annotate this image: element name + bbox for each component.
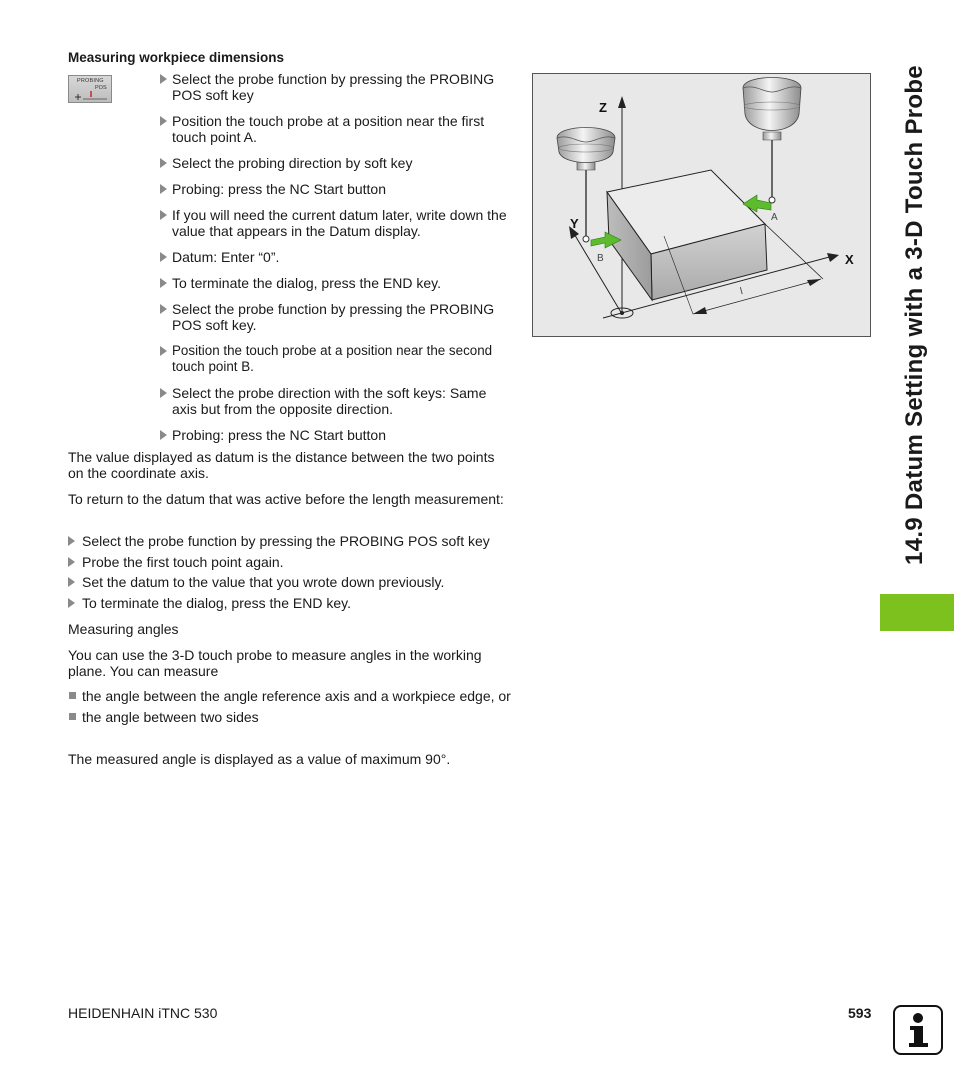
arrow-bullet-icon bbox=[160, 184, 167, 194]
softkey-label-line2: POS bbox=[95, 85, 107, 91]
list-item-text: the angle between two sides bbox=[82, 709, 259, 725]
section-heading: Measuring workpiece dimensions bbox=[68, 50, 285, 65]
list-item-text: Set the datum to the value that you wrote down previously. bbox=[82, 574, 445, 591]
z-axis-arrow-icon bbox=[618, 96, 626, 108]
step-text: Select the probing direction by soft key bbox=[172, 155, 413, 171]
info-icon bbox=[893, 1005, 943, 1055]
arrow-bullet-icon bbox=[68, 598, 75, 608]
list-item-text: Select the probe function by pressing the PROBING POS soft key bbox=[82, 533, 490, 549]
step-item bbox=[160, 113, 515, 145]
square-bullet-icon bbox=[69, 692, 76, 699]
list-item bbox=[68, 595, 513, 611]
probing-diagram bbox=[532, 73, 871, 337]
dimension-label-l: l bbox=[739, 286, 745, 298]
step-item bbox=[160, 249, 515, 265]
step-text: Probing: press the NC Start button bbox=[172, 427, 386, 443]
return-datum-paragraph: To return to the datum that was active before the length measurement: bbox=[68, 491, 504, 507]
footer-manual-name: HEIDENHAIN iTNC 530 bbox=[68, 1005, 218, 1021]
step-item bbox=[160, 385, 515, 417]
point-label-b: B bbox=[597, 253, 604, 264]
x-axis-arrow-icon bbox=[827, 253, 839, 262]
softkey-probe-icon bbox=[73, 91, 109, 101]
arrow-bullet-icon bbox=[160, 388, 167, 398]
arrow-bullet-icon bbox=[68, 557, 75, 567]
touch-probe-a bbox=[743, 78, 801, 204]
step-text: Position the touch probe at a position near the second touch point B. bbox=[172, 343, 493, 374]
step-item bbox=[160, 343, 515, 375]
chapter-tab-marker bbox=[880, 594, 954, 631]
angles-intro-paragraph: You can use the 3-D touch probe to measure angles in the working plane. You can measure bbox=[68, 647, 482, 679]
list-item-text: To terminate the dialog, press the END key. bbox=[82, 594, 351, 611]
measurement-steps bbox=[160, 71, 515, 453]
step-item bbox=[160, 207, 515, 239]
arrow-bullet-icon bbox=[160, 158, 167, 168]
arrow-bullet-icon bbox=[160, 430, 167, 440]
arrow-bullet-icon bbox=[68, 536, 75, 546]
list-item bbox=[68, 554, 513, 570]
dimension-arrow-left-icon bbox=[693, 307, 707, 314]
dimension-arrow-right-icon bbox=[807, 279, 821, 286]
arrow-bullet-icon bbox=[160, 304, 167, 314]
angle-items-list bbox=[68, 688, 513, 730]
probing-pos-softkey bbox=[68, 75, 112, 103]
axis-label-x: X bbox=[845, 252, 854, 267]
list-item bbox=[68, 574, 513, 590]
angles-heading: Measuring angles bbox=[68, 621, 179, 637]
list-item-text: Probe the first touch point again. bbox=[82, 553, 284, 570]
softkey-label-line1: PROBING bbox=[77, 78, 104, 84]
return-steps-list bbox=[68, 533, 513, 615]
step-text: To terminate the dialog, press the END key. bbox=[172, 275, 441, 291]
step-text: Select the probe function by pressing the PROBING POS soft key. bbox=[172, 301, 495, 333]
list-item bbox=[68, 533, 513, 549]
dimension-extension bbox=[765, 224, 823, 279]
arrow-bullet-icon bbox=[68, 577, 75, 587]
step-text: If you will need the current datum later, write down the value that appears in the Datum display. bbox=[172, 207, 507, 239]
list-item-text: the angle between the angle reference axis and a workpiece edge, or bbox=[82, 688, 511, 704]
step-item bbox=[160, 427, 515, 443]
arrow-bullet-icon bbox=[160, 116, 167, 126]
touch-probe-b bbox=[557, 128, 615, 243]
step-text: Position the touch probe at a position near the first touch point A. bbox=[172, 113, 485, 145]
arrow-bullet-icon bbox=[160, 278, 167, 288]
list-item bbox=[68, 688, 513, 704]
chapter-side-title bbox=[880, 45, 950, 585]
angles-note-paragraph: The measured angle is displayed as a value of maximum 90°. bbox=[68, 751, 451, 767]
step-item bbox=[160, 71, 515, 103]
page-number: 593 bbox=[848, 1005, 872, 1021]
list-item bbox=[68, 709, 513, 725]
step-text: Probing: press the NC Start button bbox=[172, 181, 386, 197]
chapter-side-title-text: 14.9 Datum Setting with a 3-D Touch Probe bbox=[901, 65, 928, 565]
point-label-a: A bbox=[771, 212, 778, 223]
arrow-bullet-icon bbox=[160, 74, 167, 84]
arrow-bullet-icon bbox=[160, 346, 167, 356]
step-item bbox=[160, 155, 515, 171]
arrow-bullet-icon bbox=[160, 252, 167, 262]
step-item bbox=[160, 301, 515, 333]
axis-label-y: Y bbox=[570, 216, 579, 231]
step-item bbox=[160, 275, 515, 291]
step-text: Datum: Enter “0”. bbox=[172, 249, 280, 265]
axis-label-z: Z bbox=[599, 100, 607, 115]
step-text: Select the probe direction with the soft keys: Same axis but from the opposite direction. bbox=[172, 385, 487, 417]
arrow-bullet-icon bbox=[160, 210, 167, 220]
step-item bbox=[160, 181, 515, 197]
datum-distance-paragraph: The value displayed as datum is the distance between the two points on the coordinate axis. bbox=[68, 449, 495, 481]
step-text: Select the probe function by pressing the PROBING POS soft key bbox=[172, 71, 495, 103]
square-bullet-icon bbox=[69, 713, 76, 720]
